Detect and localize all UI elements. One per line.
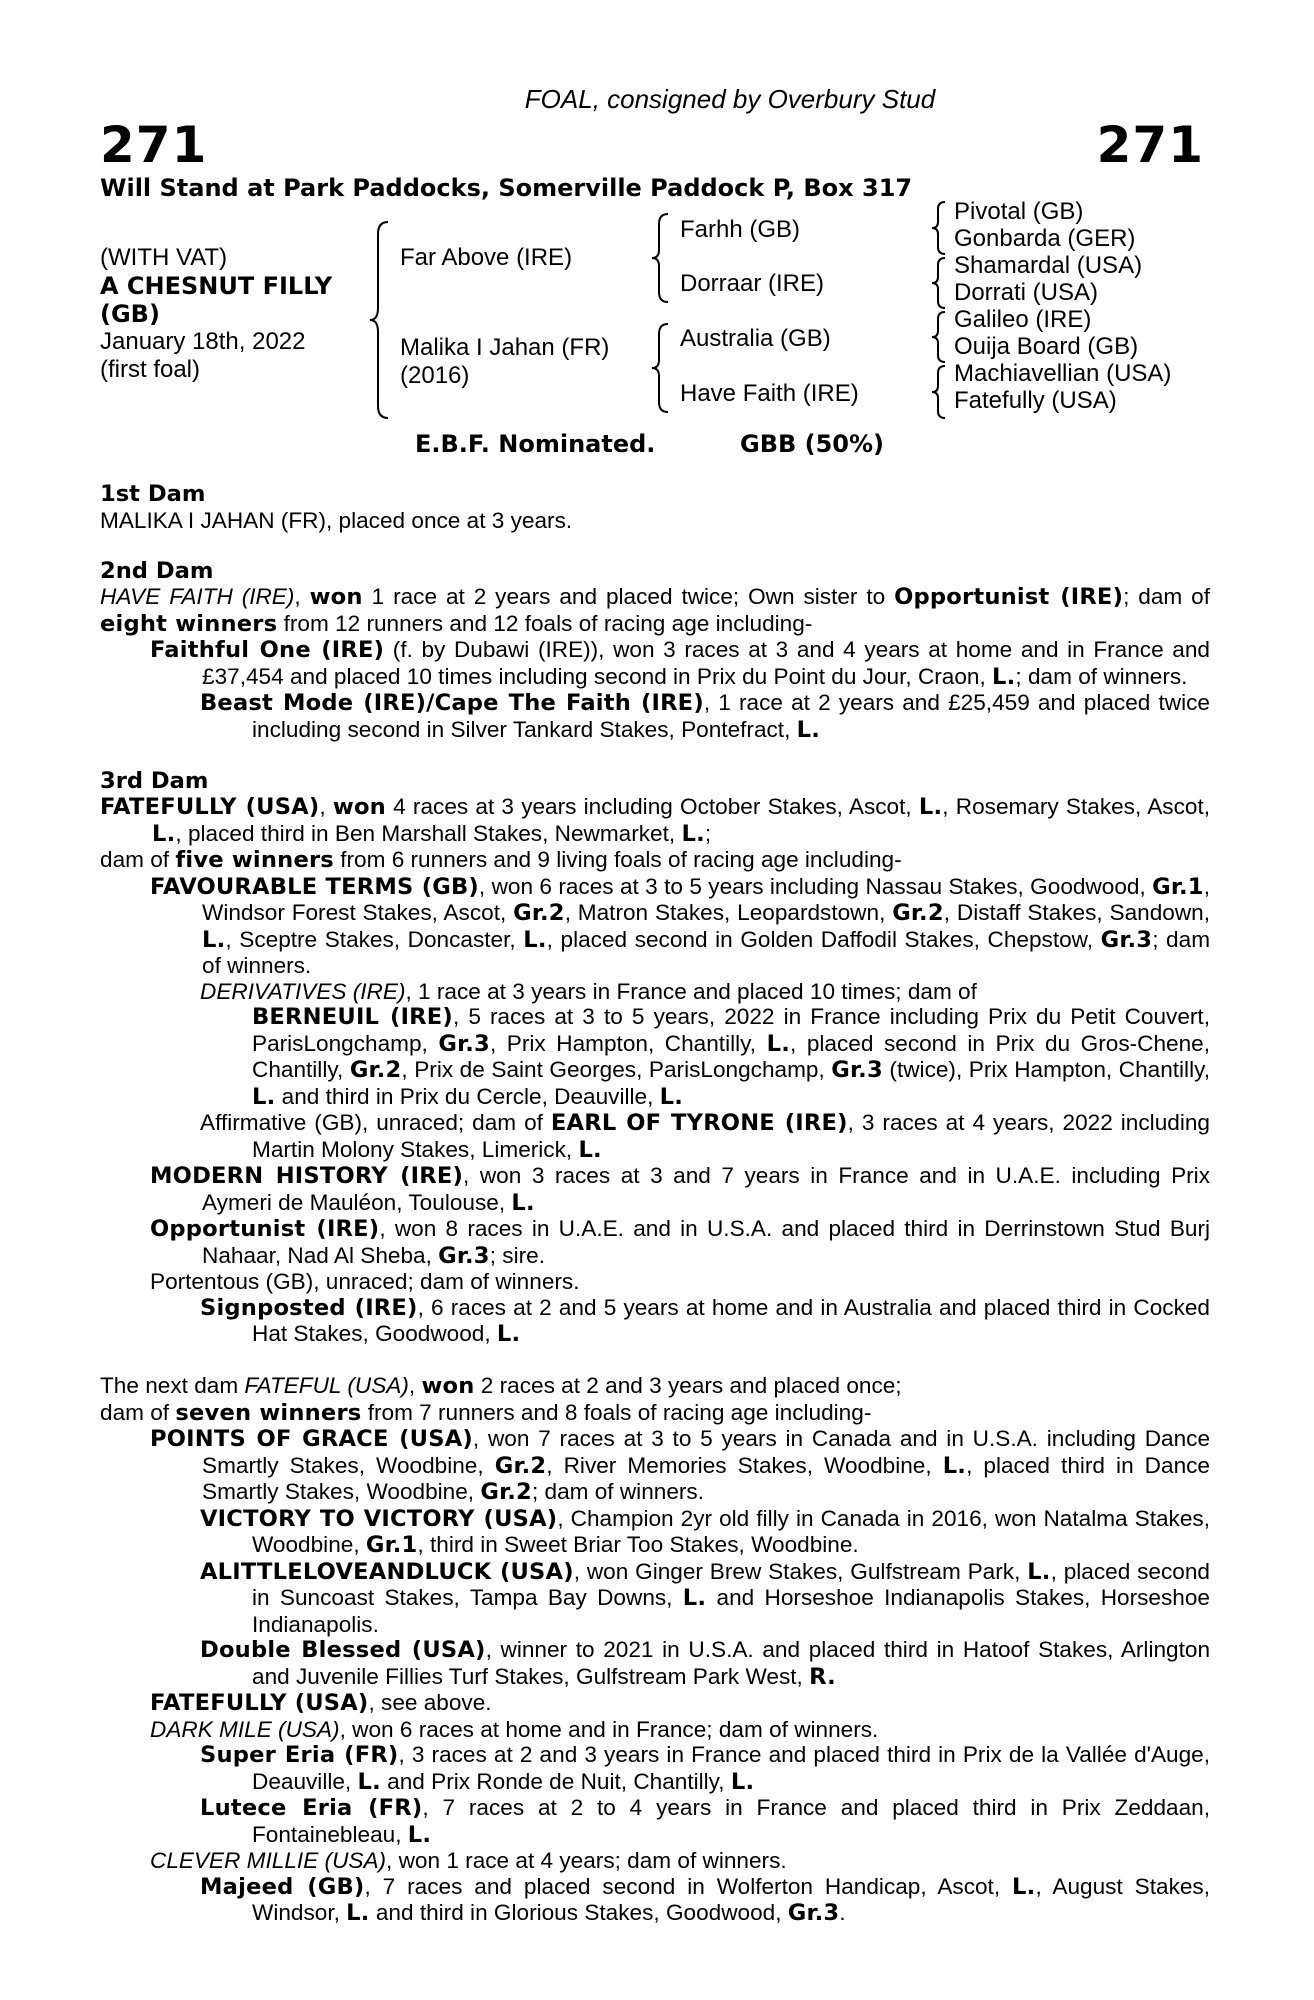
produce-majeed: Majeed (GB), 7 races and placed second in Wolferton Handicap, Ascot, L., August Stakes, Windsor, L. and third in Glorious Stakes, Goodwood, Gr.3.	[200, 1873, 1211, 1926]
vat-note: (WITH VAT)	[100, 244, 228, 271]
gen3-brace-4	[930, 364, 950, 420]
catalogue-body	[100, 482, 1210, 1952]
sire-sire: Farhh (GB)	[680, 216, 801, 243]
produce-beast-mode: Beast Mode (IRE)/Cape The Faith (IRE), 1 race at 2 years and £25,459 and placed twice including second in Silver Tankard Stakes, Pontefract, L.	[200, 690, 1210, 743]
first-dam-text: MALIKA I JAHAN (FR), placed once at 3 years.	[100, 507, 573, 533]
first-dam-heading: 1st Dam	[100, 481, 206, 507]
gen3-brace-1	[930, 200, 950, 256]
next-dam-intro: The next dam FATEFUL (USA), won 2 races at 2 and 3 years and placed once;	[100, 1373, 902, 1399]
produce-faithful-one: Faithful One (IRE) (f. by Dubawi (IRE)), won 3 races at 3 and 4 years at home and in France and £37,454 and placed 10 times including second in Prix du Point du Jour, Craon, L.; dam of winners.	[150, 637, 1210, 690]
second-dam-intro: HAVE FAITH (IRE), won 1 race at 2 years and placed twice; Own sister to Opportunist (IRE); dam of eight winners from 12 runners and 12 foals of racing age including-	[100, 584, 1211, 637]
gen3-ssd: Gonbarda (GER)	[954, 225, 1136, 252]
ebf-nominated: E.B.F. Nominated.	[415, 430, 656, 458]
produce-clever-millie: CLEVER MILLIE (USA), won 1 race at 4 years; dam of winners.	[150, 1848, 787, 1873]
gen3-sdd: Dorrati (USA)	[954, 279, 1099, 306]
produce-alittleloveandluck: ALITTLELOVEANDLUCK (USA), won Ginger Brew Stakes, Gulfstream Park, L., placed second in Suncoast Stakes, Tampa Bay Downs, L. and Horseshoe Indianapolis Stakes, Horseshoe Indianapolis.	[200, 1558, 1210, 1637]
gen3-dss: Galileo (IRE)	[954, 306, 1092, 333]
dam-year: (2016)	[400, 362, 470, 389]
dam-name: Malika I Jahan (FR)	[400, 334, 610, 361]
sire-name: Far Above (IRE)	[400, 244, 573, 271]
produce-berneuil: BERNEUIL (IRE), 5 races at 3 to 5 years, 2022 in France including Prix du Petit Couvert, ParisLongchamp, Gr.3, Prix Hampton, Chantilly, L., placed second in Prix du Gros-Chene, Chantilly, Gr.2, Prix de Saint Georges, ParisLongchamp, Gr.3 (twice), Prix Hampton, Chantilly, L. and third in Prix du Cercle, Deauville, L.	[252, 1004, 1211, 1110]
gen3-sss: Pivotal (GB)	[954, 198, 1084, 225]
third-dam-heading: 3rd Dam	[100, 767, 209, 794]
dam-dam: Have Faith (IRE)	[680, 380, 859, 407]
next-dam-produce-line: dam of seven winners from 7 runners and 8 foals of racing age including-	[100, 1399, 872, 1426]
gen3-sds: Shamardal (USA)	[954, 252, 1143, 279]
produce-portentous: Portentous (GB), unraced; dam of winners.	[150, 1269, 580, 1294]
dam-sire: Australia (GB)	[680, 325, 831, 352]
sire-dam-brace	[368, 220, 394, 420]
produce-double-blessed: Double Blessed (USA), winner to 2021 in U.S.A. and placed third in Hatoof Stakes, Arlington and Juvenile Fillies Turf Stakes, Gulfstream Park West, R.	[200, 1637, 1211, 1690]
produce-dark-mile: DARK MILE (USA), won 6 races at home and in France; dam of winners.	[150, 1716, 879, 1742]
produce-fatefully: FATEFULLY (USA), see above.	[150, 1690, 492, 1716]
produce-derivatives: DERIVATIVES (IRE), 1 race at 3 years in France and placed 10 times; dam of	[200, 978, 977, 1004]
pedigree-table	[100, 200, 1210, 520]
lot-number-left: 271	[100, 116, 208, 174]
third-dam-section	[100, 769, 1210, 1348]
produce-signposted: Signposted (IRE), 6 races at 2 and 5 years at home and in Australia and placed third in Cocked Hat Stakes, Goodwood, L.	[200, 1294, 1210, 1347]
next-dam-section	[100, 1373, 1210, 1927]
first-dam-section	[100, 482, 1210, 533]
consignor-line: FOAL, consigned by Overbury Stud	[524, 84, 936, 114]
second-dam-heading: 2nd Dam	[100, 557, 214, 584]
foal-note: (first foal)	[100, 356, 201, 383]
gen3-brace-2	[930, 256, 950, 310]
dam-parents-brace	[650, 322, 674, 414]
lot-country: (GB)	[100, 300, 160, 328]
lot-title: A CHESNUT FILLY	[100, 272, 333, 300]
stand-location: Will Stand at Park Paddocks, Somerville Paddock P, Box 317	[100, 174, 913, 202]
third-dam-produce-line: dam of five winners from 6 runners and 9 living foals of racing age including-	[100, 847, 902, 873]
gbb-status: GBB (50%)	[740, 430, 885, 458]
gen3-dds: Machiavellian (USA)	[954, 360, 1172, 387]
lot-number-right: 271	[1096, 116, 1204, 174]
produce-opportunist: Opportunist (IRE), won 8 races in U.A.E. and in U.S.A. and placed third in Derrinstown Stud Burj Nahaar, Nad Al Sheba, Gr.3; sire.	[150, 1216, 1210, 1269]
produce-victory-to-victory: VICTORY TO VICTORY (USA), Champion 2yr old filly in Canada in 2016, won Natalma Stakes, Woodbine, Gr.1, third in Sweet Briar Too Stakes, Woodbine.	[200, 1505, 1210, 1558]
second-dam-section	[100, 559, 1210, 744]
produce-modern-history: MODERN HISTORY (IRE), won 3 races at 3 and 7 years in France and in U.A.E. including Prix Aymeri de Mauléon, Toulouse, L.	[150, 1163, 1210, 1216]
produce-points-of-grace: POINTS OF GRACE (USA), won 7 races at 3 to 5 years in Canada and in U.S.A. including Dance Smartly Stakes, Woodbine, Gr.2, River Memories Stakes, Woodbine, L., placed third in Dance Smartly Stakes, Woodbine, Gr.2; dam of winners.	[150, 1426, 1211, 1505]
sire-dam: Dorraar (IRE)	[680, 270, 825, 297]
third-dam-intro: FATEFULLY (USA), won 4 races at 3 years including October Stakes, Ascot, L., Rosemary Stakes, Ascot, L., placed third in Ben Marshall Stakes, Newmarket, L.;	[100, 794, 1210, 847]
produce-affirmative: Affirmative (GB), unraced; dam of EARL OF TYRONE (IRE), 3 races at 4 years, 2022 including Martin Molony Stakes, Limerick, L.	[200, 1110, 1210, 1163]
gen3-brace-3	[930, 310, 950, 364]
produce-super-eria: Super Eria (FR), 3 races at 2 and 3 years in France and placed third in Prix de la Vallée d'Auge, Deauville, L. and Prix Ronde de Nuit, Chantilly, L.	[200, 1742, 1210, 1795]
produce-favourable-terms: FAVOURABLE TERMS (GB), won 6 races at 3 to 5 years including Nassau Stakes, Goodwood, Gr.1, Windsor Forest Stakes, Ascot, Gr.2, Matron Stakes, Leopardstown, Gr.2, Distaff Stakes, Sandown, L., Sceptre Stakes, Doncaster, L., placed second in Golden Daffodil Stakes, Chepstow, Gr.3; dam of winners.	[150, 873, 1211, 978]
gen3-dsd: Ouija Board (GB)	[954, 333, 1139, 360]
gen3-ddd: Fatefully (USA)	[954, 387, 1117, 414]
produce-lutece-eria: Lutece Eria (FR), 7 races at 2 to 4 years in France and placed third in Prix Zeddaan, Fontainebleau, L.	[200, 1795, 1210, 1848]
sire-parents-brace	[650, 212, 674, 304]
foaling-date: January 18th, 2022	[100, 328, 306, 355]
